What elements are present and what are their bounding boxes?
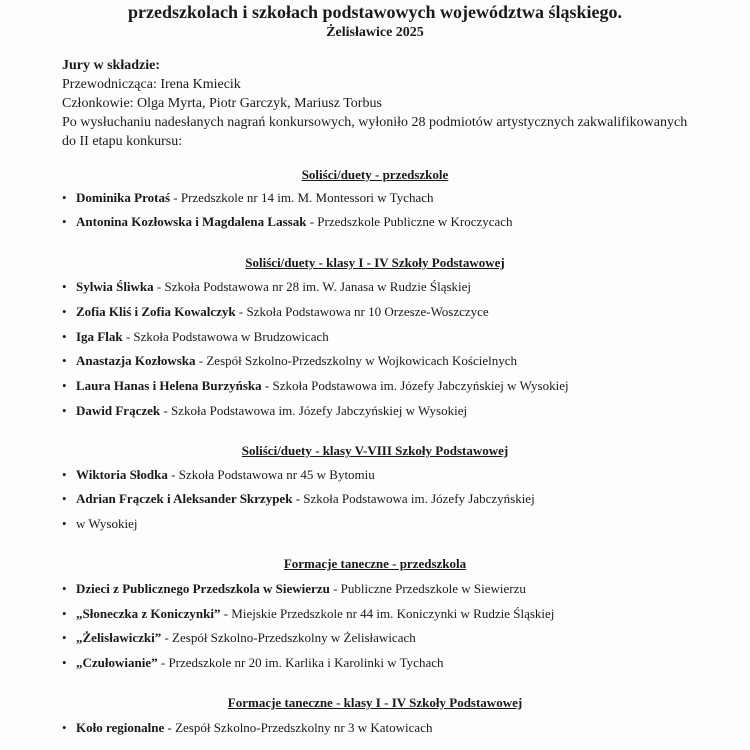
bullet: • — [62, 378, 67, 393]
participant-name: Dawid Frączek — [76, 403, 161, 418]
list-item — [62, 516, 137, 532]
bullet: • — [62, 353, 67, 368]
participant-name: Iga Flak — [76, 329, 123, 344]
participant-school: - Szkoła Podstawowa nr 45 w Bytomiu — [167, 467, 375, 482]
participant-school: - Miejskie Przedszkole nr 44 im. Koniczynki w Rudzie Śląskiej — [220, 606, 555, 621]
participant-school: - Szkoła Podstawowa im. Józefy Jabczyńskiej — [292, 491, 535, 506]
bullet: • — [62, 720, 67, 735]
participant-name: Adrian Frączek i Aleksander Skrzypek — [76, 491, 293, 506]
section-title: Formacje taneczne - przedszkola — [283, 556, 467, 571]
list-item — [62, 214, 513, 230]
bullet: • — [62, 214, 67, 229]
list-item — [62, 403, 467, 419]
list-item — [62, 304, 489, 320]
participant-school: - Szkoła Podstawowa nr 10 Orzesze-Woszczyce — [235, 304, 489, 319]
participant-school-continued: w Wysokiej — [76, 516, 138, 531]
bullet: • — [62, 491, 67, 506]
participant-name: Wiktoria Słodka — [76, 467, 168, 482]
section-title: Soliści/duety - klasy V-VIII Szkoły Podstawowej — [241, 443, 509, 458]
participant-name: „Słoneczka z Koniczynki” — [76, 606, 221, 621]
bullet: • — [62, 190, 67, 205]
participant-school: - Przedszkole nr 14 im. M. Montessori w Tychach — [170, 190, 434, 205]
list-item — [62, 353, 517, 369]
participant-school: - Przedszkole Publiczne w Kroczycach — [306, 214, 513, 229]
participant-school: - Publiczne Przedszkole w Siewierzu — [329, 581, 526, 596]
list-item — [62, 655, 443, 671]
list-item — [62, 467, 375, 483]
participant-school: - Szkoła Podstawowa w Brudzowicach — [122, 329, 329, 344]
participant-name: Koło regionalne — [76, 720, 165, 735]
participant-name: „Czułowianie” — [76, 655, 158, 670]
jury-summary: Po wysłuchaniu nadesłanych nagrań konkursowych, wyłoniło 28 podmiotów artystycznych zakwalifikowanych do II etapu konkursu: — [62, 115, 688, 149]
section-title: Formacje taneczne - klasy I - IV Szkoły Podstawowej — [227, 695, 523, 710]
bullet: • — [62, 403, 67, 418]
participant-name: Anastazja Kozłowska — [76, 353, 196, 368]
bullet: • — [62, 467, 67, 482]
participant-school: - Szkoła Podstawowa im. Józefy Jabczyńskiej w Wysokiej — [160, 403, 468, 418]
jury-chair: Przewodnicząca: Irena Kmiecik — [62, 77, 241, 92]
bullet: • — [62, 630, 67, 645]
bullet: • — [62, 279, 67, 294]
participant-school: - Szkoła Podstawowa nr 28 im. W. Janasa w Rudzie Śląskiej — [153, 279, 472, 294]
list-item — [62, 581, 526, 597]
section-title: Soliści/duety - klasy I - IV Szkoły Podstawowej — [245, 255, 505, 270]
participant-name: Dominika Protaś — [76, 190, 171, 205]
place-year: Żelisławice 2025 — [326, 25, 424, 40]
participant-name: Laura Hanas i Helena Burzyńska — [76, 378, 262, 393]
section — [0, 556, 750, 572]
participant-school: - Zespół Szkolno-Przedszkolny nr 3 w Katowicach — [164, 720, 433, 735]
list-item — [62, 606, 554, 622]
bullet: • — [62, 329, 67, 344]
jury-heading: Jury w składzie: — [62, 58, 160, 73]
participant-name: „Żelisławiczki” — [76, 630, 162, 645]
section — [0, 255, 750, 271]
participant-name: Dzieci z Publicznego Przedszkola w Siewierzu — [76, 581, 330, 596]
list-item — [62, 630, 416, 646]
participant-name: Antonina Kozłowska i Magdalena Lassak — [76, 214, 307, 229]
bullet: • — [62, 606, 67, 621]
section-title: Soliści/duety - przedszkole — [301, 167, 449, 182]
section — [0, 167, 750, 183]
bullet: • — [62, 516, 67, 531]
participant-name: Zofia Kliś i Zofia Kowalczyk — [76, 304, 236, 319]
participant-school: - Przedszkole nr 20 im. Karlika i Karolinki w Tychach — [157, 655, 444, 670]
bullet: • — [62, 304, 67, 319]
jury-block — [62, 56, 702, 151]
section — [0, 443, 750, 459]
bullet: • — [62, 655, 67, 670]
jury-members: Członkowie: Olga Myrta, Piotr Garczyk, Mariusz Torbus — [62, 96, 382, 111]
document-title: przedszkolach i szkołach podstawowych województwa śląskiego. — [127, 2, 622, 22]
participant-name: Sylwia Śliwka — [76, 279, 154, 294]
list-item — [62, 190, 434, 206]
section — [0, 695, 750, 711]
list-item — [62, 279, 471, 295]
participant-school: - Zespół Szkolno-Przedszkolny w Żelisławicach — [161, 630, 416, 645]
participant-school: - Zespół Szkolno-Przedszkolny w Wojkowicach Kościelnych — [195, 353, 518, 368]
list-item — [62, 491, 535, 507]
list-item — [62, 329, 329, 345]
participant-school: - Szkoła Podstawowa im. Józefy Jabczyńskiej w Wysokiej — [261, 378, 569, 393]
list-item — [62, 720, 432, 736]
bullet: • — [62, 581, 67, 596]
list-item — [62, 378, 569, 394]
